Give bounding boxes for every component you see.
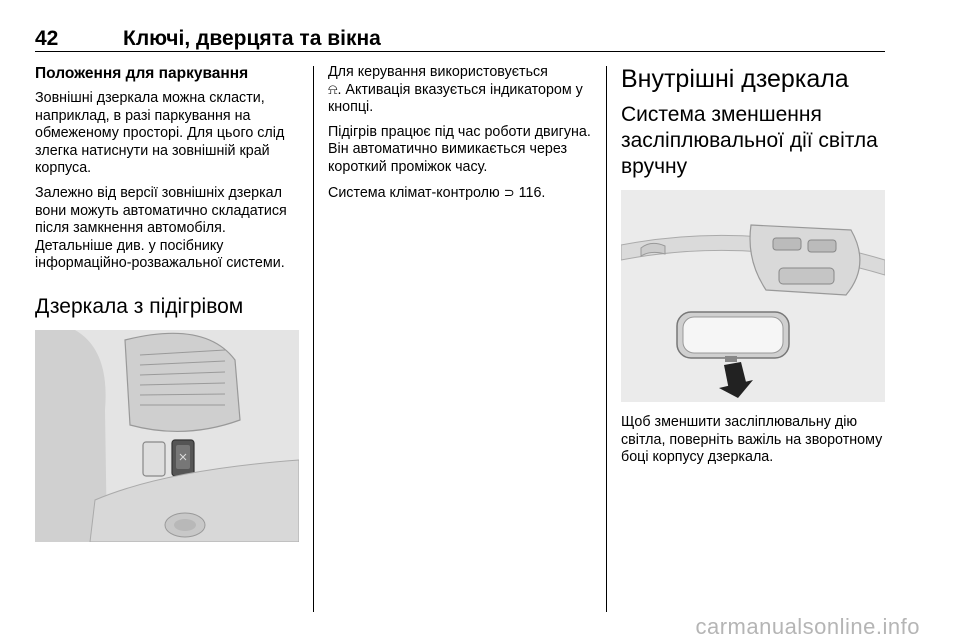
heading-interior-mirrors: Внутрішні дзеркала (621, 65, 849, 93)
watermark: carmanualsonline.info (695, 614, 920, 639)
paragraph-climate-xref (328, 184, 593, 203)
paragraph-auto-fold: Залежно від версії зовнішніх дзеркал вони можуть автоматично складатися після замкнення автомобіля. Детальніше див. у посібнику інформаційно-розважальної системи. (35, 184, 287, 272)
column-1 (35, 64, 300, 542)
heading-parking-position: Положення для паркування (35, 65, 249, 82)
control-rest: . Активація вказується індикатором у кнопці. (328, 81, 583, 116)
page-number: 42 (35, 27, 59, 50)
heated-mirror-illustration (35, 330, 299, 542)
column-divider-2 (606, 66, 607, 612)
paragraph-folding: Зовнішні дзеркала можна скласти, наприклад, в разі паркування на обмеженому просторі. Для цього слід злегка натиснути на зовнішній край корпуса. (35, 90, 285, 177)
chapter-title: Ключі, дверцята та вікна (123, 27, 381, 50)
heading-heated-mirrors: Дзеркала з підігрівом (35, 294, 244, 318)
figure-interior-mirror (621, 190, 885, 402)
climate-page-link[interactable]: 116. (518, 184, 546, 201)
interior-mirror-illustration (621, 190, 885, 402)
paragraph-heating: Підігрів працює під час роботи двигуна. Він автоматично вимикається через короткий проміжок часу. (328, 123, 591, 175)
heated-mirror-icon: ⍾ (328, 81, 338, 98)
paragraph-control (328, 64, 593, 117)
climate-text: Система клімат-контролю (328, 184, 500, 201)
page-reference-icon: ⊃ (503, 184, 515, 200)
figure-heated-mirror-button (35, 330, 299, 542)
heading-manual-antiglare: Система зменшення засліплювальної дії світла вручну (621, 103, 878, 178)
paragraph-antiglare-instruction: Щоб зменшити засліплювальну дію світла, поверніть важіль на зворотному боці корпусу дзеркала. (621, 414, 883, 466)
page-header (35, 26, 885, 52)
control-text: Для керування використовується (328, 64, 548, 80)
column-2 (328, 64, 593, 209)
column-3 (621, 64, 886, 474)
header-rule (35, 51, 885, 52)
column-divider-1 (313, 66, 314, 612)
